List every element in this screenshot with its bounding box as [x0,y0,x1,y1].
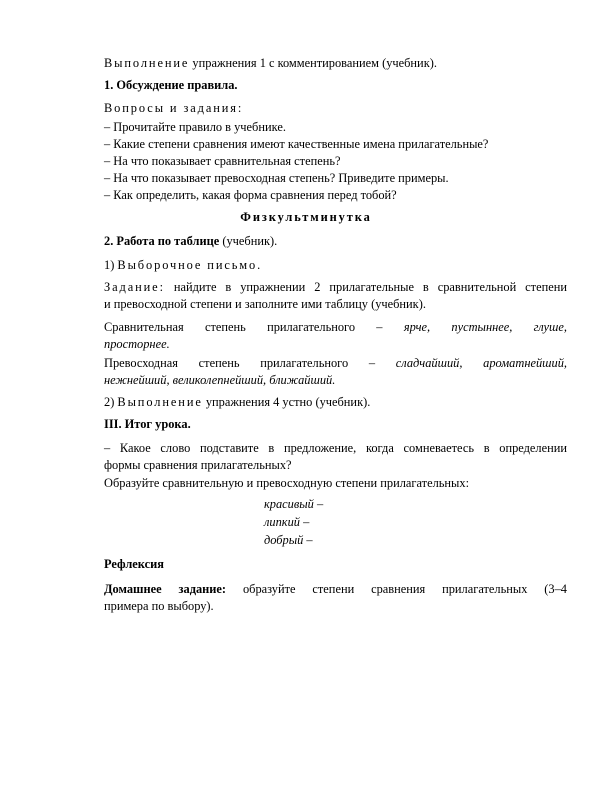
fizminutka-heading: Физкультминутка [240,210,372,224]
exercise4-number: 2) [104,395,118,409]
exercise1-text: упражнения 1 с комментированием (учебник). [189,56,437,70]
section2-title-rest: (учебник). [219,234,278,248]
task-line1-rest: найдите в упражнении 2 прилагательные в сравнительной степени [164,280,567,294]
homework-line1-rest: образуйте степени сравнения прилагательных (3–4 [226,582,567,596]
superlative-prefix: Превосходная степень прилагательного – [104,356,376,370]
example-1: красивый – [264,497,324,511]
exercise4-line [104,395,370,411]
question-item-4: – На что показывает превосходная степень? Приведите примеры. [104,171,449,185]
example-3: добрый – [264,533,313,547]
comparative-line-1 [104,320,567,336]
question-item-5: – Как определить, какая форма сравнения перед тобой? [104,188,397,202]
intro-line [104,56,437,72]
question-item-3: – На что показывает сравнительная степень? [104,154,341,168]
selective-writing-line [104,258,262,274]
superlative-words-2: нежнейший, великолепнейший, ближайший. [104,373,336,387]
selective-label: Выборочное письмо. [117,258,263,272]
homework-label: Домашнее задание: [104,582,227,596]
question-item-2: – Какие степени сравнения имеют качественные имена прилагательные? [104,137,489,151]
superlative-words-1: сладчайший, ароматнейший, [395,356,568,370]
final-question-line-1: – Какое слово подставите в предложение, когда сомневаетесь в определении [104,441,567,455]
selective-number: 1) [104,258,118,272]
example-2: липкий – [264,515,310,529]
section3-title: III. Итог урока. [104,417,191,431]
questions-heading: Вопросы и задания: [104,101,244,115]
homework-line-1 [104,582,567,598]
question-item-1: – Прочитайте правило в учебнике. [104,120,286,134]
instruction-line: Образуйте сравнительную и превосходную степени прилагательных: [104,476,470,490]
section2-title [104,234,277,250]
comparative-words-2: просторнее. [104,337,170,351]
section2-title-bold: 2. Работа по таблице [104,234,220,248]
reflection-heading: Рефлексия [104,557,164,571]
homework-line-2: примера по выбору). [104,599,214,613]
task-line-2: и превосходной степени и заполните ими таблицу (учебник). [104,297,426,311]
exercise4-rest: упражнения 4 устно (учебник). [202,395,371,409]
task-label: Задание: [104,280,165,294]
section1-title: 1. Обсуждение правила. [104,78,238,92]
exercise4-performance-word: Выполнение [117,395,203,409]
superlative-line-1 [104,356,567,372]
performance-word: Выполнение [104,56,190,70]
comparative-prefix: Сравнительная степень прилагательного – [104,320,383,334]
comparative-words-1: ярче, пустыннее, глуше, [403,320,567,334]
final-question-line-2: формы сравнения прилагательных? [104,458,292,472]
task-line-1 [104,280,567,296]
